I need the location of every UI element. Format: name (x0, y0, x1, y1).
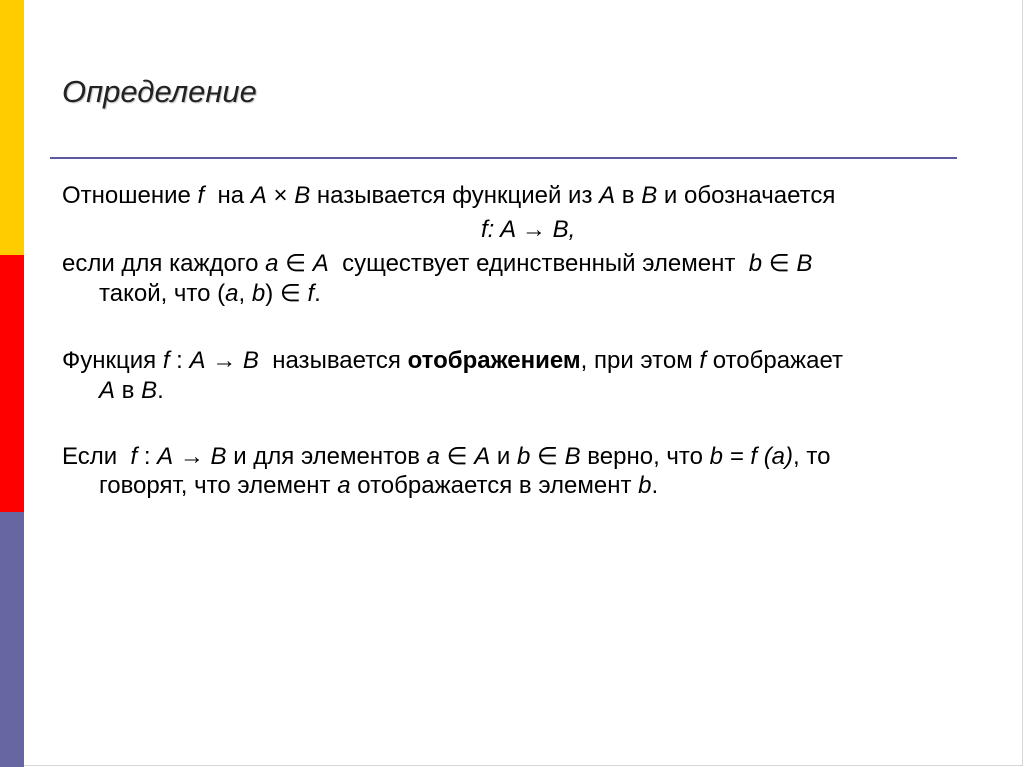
function-formula: f: A → B, (481, 216, 576, 243)
var-B: B (294, 182, 311, 209)
text: если для каждого (62, 250, 266, 277)
var-b: b (251, 280, 266, 307)
var-b: b (638, 472, 652, 499)
text: называется (258, 347, 408, 374)
var-f: f (307, 280, 315, 307)
var-A: A (157, 443, 174, 470)
var-B: B (141, 377, 158, 404)
text: существует единственный элемент (328, 250, 749, 277)
text: ) ∈ (265, 280, 308, 307)
accent-bar-blue (0, 512, 24, 767)
var-b: b (517, 443, 531, 470)
text: отображается в элемент (350, 472, 639, 499)
text: называется функцией из (310, 182, 600, 209)
var-f: f (130, 443, 138, 470)
text: верно, что (580, 443, 710, 470)
text: : (169, 347, 190, 374)
element-of-symbol: ∈ (762, 250, 797, 277)
var-A: A (312, 250, 329, 277)
arrow-symbol: → (205, 347, 243, 374)
text: говорят, что элемент (99, 472, 338, 499)
var-a: a (265, 250, 279, 277)
text: Если (62, 443, 131, 470)
equation: b = f (a) (709, 443, 794, 470)
times-symbol: × (266, 182, 295, 209)
text: на (204, 182, 251, 209)
definition-line-1 (62, 181, 835, 211)
var-a: a (225, 280, 239, 307)
var-A: A (474, 443, 491, 470)
var-A: A (189, 347, 206, 374)
var-A: A (599, 182, 616, 209)
var-f: f (197, 182, 205, 209)
mapping-line-2 (99, 376, 164, 406)
image-line-1 (62, 442, 830, 472)
var-a: a (426, 443, 440, 470)
text: , то (793, 443, 831, 470)
text: . (314, 280, 321, 307)
text: отображает (706, 347, 843, 374)
var-B: B (796, 250, 813, 277)
text: в (115, 377, 142, 404)
text: такой, что ( (99, 280, 226, 307)
var-f: f (699, 347, 707, 374)
arrow-symbol: → (173, 443, 211, 470)
accent-bar-yellow (0, 0, 24, 255)
accent-bar-red (0, 255, 24, 512)
var-B: B (242, 347, 259, 374)
text: Отношение (62, 182, 198, 209)
text: Функция (62, 347, 163, 374)
var-B: B (564, 443, 581, 470)
text: , при этом (580, 347, 700, 374)
var-B: B (210, 443, 227, 470)
text: и для элементов (226, 443, 427, 470)
text: и (490, 443, 517, 470)
text: : (137, 443, 158, 470)
text: . (157, 377, 164, 404)
var-b: b (748, 250, 763, 277)
text: в (615, 182, 642, 209)
var-a: a (337, 472, 351, 499)
mapping-line-1 (62, 346, 843, 376)
var-B: B (641, 182, 658, 209)
element-of-symbol: ∈ (439, 443, 475, 470)
text: . (651, 472, 659, 499)
slide-title: Определение (62, 74, 257, 109)
image-line-2 (99, 471, 658, 501)
element-of-symbol: ∈ (278, 250, 313, 277)
element-of-symbol: ∈ (530, 443, 565, 470)
text: и обозначается (657, 182, 836, 209)
var-f: f (162, 347, 170, 374)
var-A: A (99, 377, 116, 404)
definition-line-3 (62, 249, 812, 279)
term-mapping: отображением (407, 347, 581, 374)
text: , (238, 280, 252, 307)
title-underline (50, 157, 957, 159)
definition-line-4 (99, 279, 321, 309)
var-A: A (250, 182, 267, 209)
